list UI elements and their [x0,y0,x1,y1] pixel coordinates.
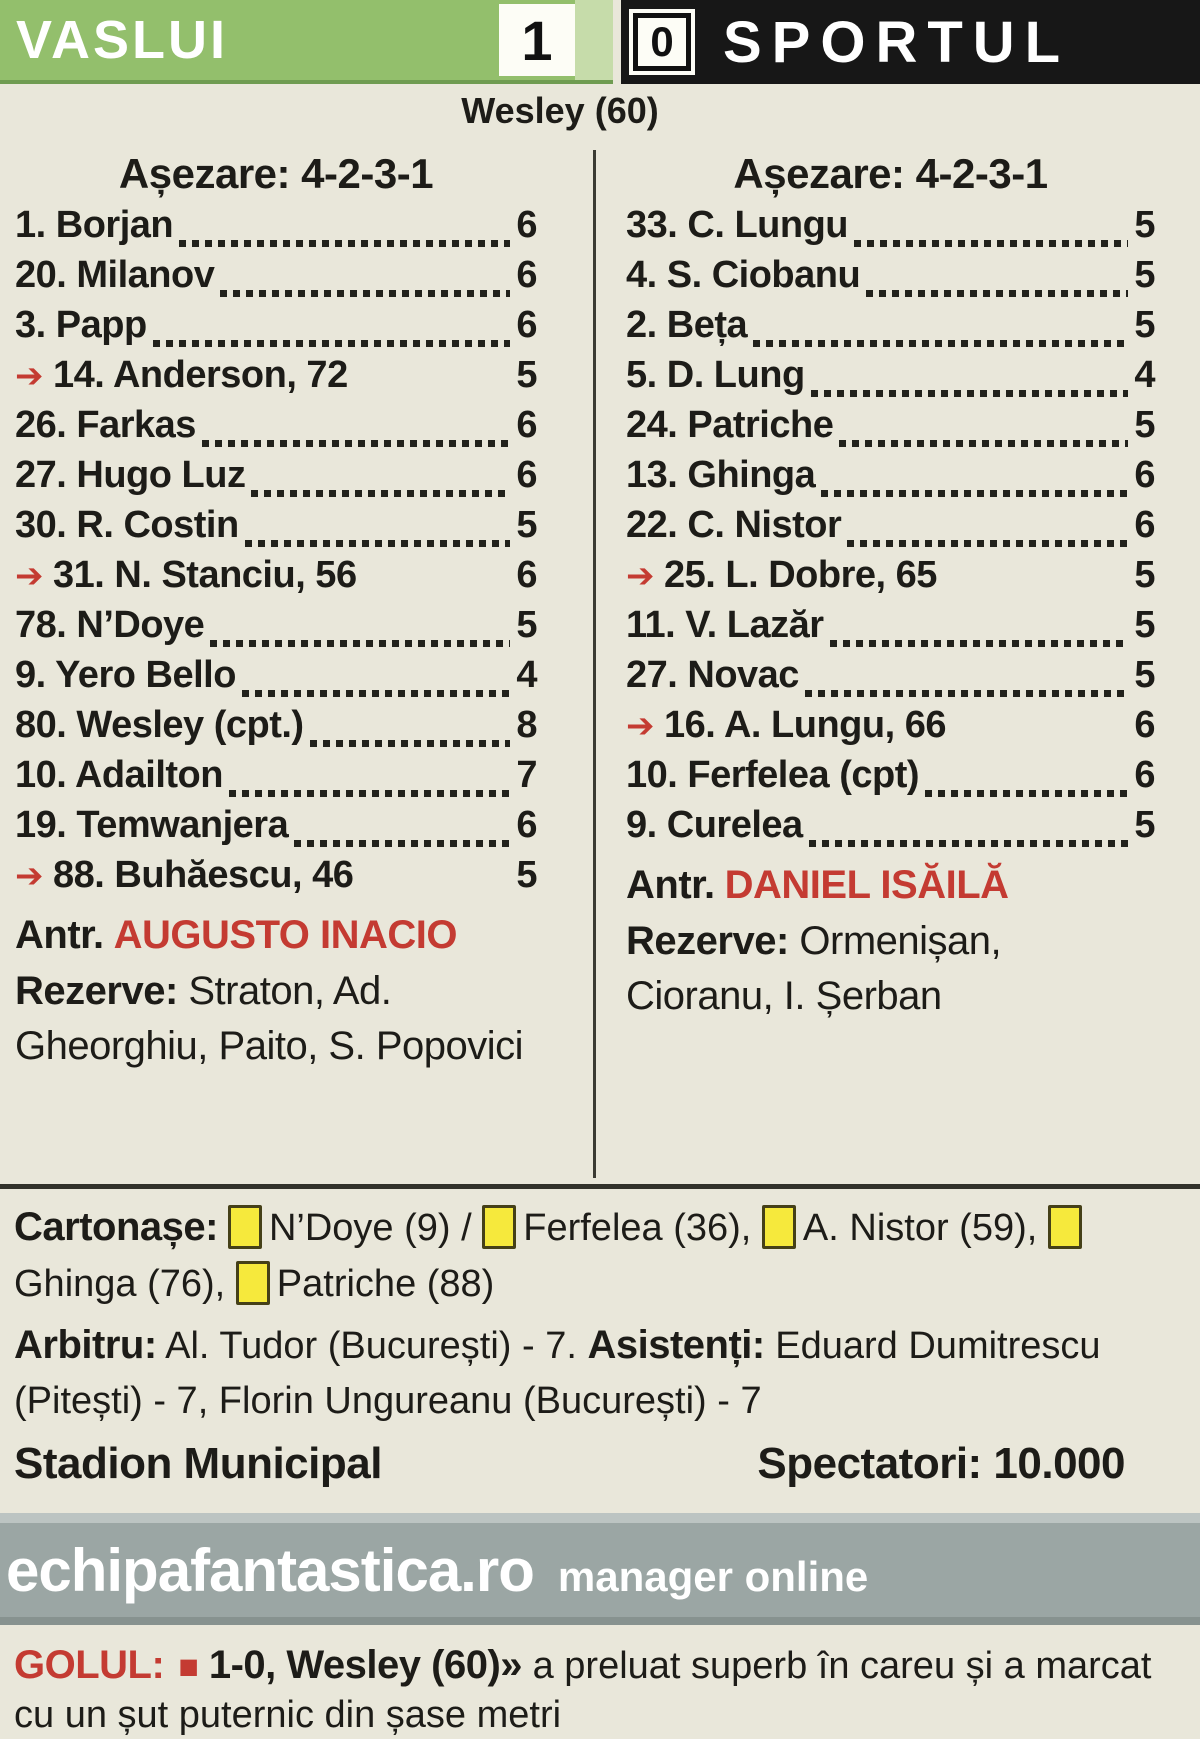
player-name: 3. Papp [15,304,147,346]
player-row [626,204,1155,254]
home-coach-name: AUGUSTO INACIO [113,912,458,957]
dotted-leader [251,490,510,497]
player-row [15,254,537,304]
player-rating: 5 [1134,404,1155,446]
player-name: 10. Adailton [15,754,223,796]
dotted-leader [805,690,1128,697]
card-separator: , [214,1263,236,1305]
venue-row [0,1429,1200,1489]
substitution-arrow-icon: ➔ [626,557,654,595]
player-row [626,554,1155,604]
player-row [626,354,1155,404]
player-rating: 5 [1134,804,1155,846]
yellow-card-icon [482,1205,516,1249]
home-reserves-names: Straton, Ad. Gheorghiu, Paito, S. Popovici [15,969,524,1068]
promo-site-name: echipafantastica.ro [6,1536,534,1604]
scoreboard [0,0,1200,84]
player-rating: 5 [1134,304,1155,346]
carded-player: Ghinga (76) [14,1263,215,1305]
referee-label: Arbitru: [14,1323,157,1367]
dotted-leader [245,540,511,547]
carded-player: A. Nistor (59) [802,1207,1027,1249]
home-reserves [15,964,537,1074]
player-name: 33. C. Lungu [626,204,848,246]
player-rating: 6 [516,204,537,246]
player-row [626,404,1155,454]
player-rating: 6 [516,404,537,446]
player-rating: 6 [516,304,537,346]
player-rating: 5 [1134,554,1155,596]
player-rating: 6 [1134,754,1155,796]
player-name: 24. Patriche [626,404,834,446]
player-rating: 5 [516,354,537,396]
player-row [15,804,537,854]
player-name: 26. Farkas [15,404,196,446]
player-name: 14. Anderson, 72 [53,354,348,396]
goal-description-text: a preluat superb în careu și a marcat cu un șut puternic din șase metri [14,1645,1152,1736]
away-team-name: SPORTUL [723,9,1071,75]
player-row [626,254,1155,304]
player-rating: 6 [516,804,537,846]
card-item [228,1207,482,1249]
player-name: 11. V. Lazăr [626,604,824,646]
player-rating: 6 [516,554,537,596]
dotted-leader [821,490,1128,497]
home-formation: Așezare: 4-2-3-1 [118,150,434,197]
player-rating: 5 [1134,204,1155,246]
player-row [626,454,1155,504]
card-item [482,1207,762,1249]
assistants-label: Asistenți: [587,1323,765,1367]
player-row [15,304,537,354]
home-player-list [15,204,537,904]
assistants-names: Eduard Dumitrescu (Pitești) - 7, Florin Ungureanu (București) - 7 [14,1325,1101,1422]
player-row [626,804,1155,854]
dotted-leader [854,240,1128,247]
substitution-arrow-icon: ➔ [15,557,43,595]
dotted-leader [830,640,1129,647]
away-score-box: 0 [629,9,695,75]
cards-label: Cartonașe: [14,1205,218,1249]
promo-bar [0,1513,1200,1625]
player-rating: 7 [516,754,537,796]
cards-section [0,1189,1200,1312]
yellow-card-icon [1048,1205,1082,1249]
goal-score-text: 1-0, Wesley (60)» [208,1643,523,1687]
yellow-card-icon [228,1205,262,1249]
player-name: 31. N. Stanciu, 56 [53,554,357,596]
carded-player: Patriche (88) [276,1263,495,1305]
column-divider [593,150,596,1178]
player-name: 13. Ghinga [626,454,816,496]
player-rating: 5 [516,604,537,646]
dotted-leader [925,790,1128,797]
green-strip [575,0,613,80]
player-row [15,504,537,554]
dotted-leader [753,340,1128,347]
card-separator: , [1026,1207,1048,1249]
player-name: 4. S. Ciobanu [626,254,861,296]
player-row [15,354,537,404]
player-rating: 4 [516,654,537,696]
lineups [0,138,1200,1178]
dotted-leader [210,640,510,647]
away-reserves-names: Ormenișan, Cioranu, I. Șerban [626,919,1002,1018]
player-row [626,504,1155,554]
promo-tagline: manager online [557,1553,869,1600]
coach-label: Antr. [626,862,715,907]
goal-bullet-icon: ■ [178,1648,199,1686]
player-row [15,754,537,804]
player-name: 16. A. Lungu, 66 [664,704,946,746]
player-rating: 8 [516,704,537,746]
card-separator: / [450,1207,483,1249]
player-name: 22. C. Nistor [626,504,842,546]
player-rating: 6 [1134,504,1155,546]
home-lineup-column [15,150,537,1178]
player-name: 9. Yero Bello [15,654,236,696]
substitution-arrow-icon: ➔ [626,707,654,745]
player-rating: 5 [516,504,537,546]
goal-scorer-line: Wesley (60) [461,90,659,131]
player-row [15,454,537,504]
player-rating: 5 [1134,254,1155,296]
player-name: 88. Buhăescu, 46 [53,854,354,896]
goal-label: GOLUL: [14,1643,165,1687]
player-row [15,854,537,904]
player-name: 30. R. Costin [15,504,239,546]
player-row [15,404,537,454]
player-name: 20. Milanov [15,254,215,296]
away-lineup-column [626,150,1155,1178]
dotted-leader [866,290,1128,297]
player-name: 80. Wesley (cpt.) [15,704,304,746]
dotted-leader [294,840,510,847]
player-row [626,604,1155,654]
spectators-count: Spectatori: 10.000 [757,1439,1125,1488]
player-rating: 6 [1134,704,1155,746]
player-name: 10. Ferfelea (cpt) [626,754,919,796]
player-rating: 5 [1134,604,1155,646]
card-item [236,1263,495,1305]
player-rating: 4 [1134,354,1155,396]
dotted-leader [229,790,510,797]
dotted-leader [220,290,510,297]
reserves-label: Rezerve: [15,969,178,1013]
goal-description [0,1625,1200,1739]
player-name: 2. Beța [626,304,748,346]
card-item [762,1207,1048,1249]
player-name: 27. Novac [626,654,799,696]
yellow-card-icon [762,1205,796,1249]
player-rating: 6 [516,454,537,496]
player-rating: 5 [516,854,537,896]
home-score-box: 1 [499,4,575,76]
player-row [15,204,537,254]
player-row [15,554,537,604]
player-name: 78. N’Doye [15,604,205,646]
home-team-name: VASLUI [16,10,229,70]
player-rating: 6 [516,254,537,296]
player-row [626,654,1155,704]
carded-player: Ferfelea (36) [523,1207,741,1249]
card-separator: , [740,1207,762,1249]
home-team-bar [0,0,613,84]
referee-name: Al. Tudor (București) - 7. [156,1325,588,1367]
away-team-bar [621,0,1200,84]
away-coach-name: DANIEL ISĂILĂ [724,862,1009,907]
player-row [15,704,537,754]
player-row [626,304,1155,354]
player-name: 27. Hugo Luz [15,454,246,496]
player-name: 19. Temwanjera [15,804,289,846]
player-rating: 6 [1134,454,1155,496]
dotted-leader [179,240,510,247]
stadium-name: Stadion Municipal [14,1439,382,1488]
yellow-card-icon [236,1261,270,1305]
carded-player: N’Doye (9) [268,1207,451,1249]
home-coach-line [15,908,537,962]
dotted-leader [153,340,511,347]
dotted-leader [809,840,1129,847]
away-reserves [626,914,1155,1024]
dotted-leader [847,540,1128,547]
dotted-leader [811,390,1129,397]
player-row [626,754,1155,804]
dotted-leader [310,740,511,747]
away-formation: Așezare: 4-2-3-1 [733,150,1048,197]
bar-gap [613,0,621,84]
reserves-label: Rezerve: [626,919,789,963]
dotted-leader [839,440,1128,447]
player-name: 25. L. Dobre, 65 [664,554,937,596]
player-name: 5. D. Lung [626,354,805,396]
player-row [15,654,537,704]
substitution-arrow-icon: ➔ [15,857,43,895]
substitution-arrow-icon: ➔ [15,357,43,395]
coach-label: Antr. [15,912,104,957]
player-name: 9. Curelea [626,804,803,846]
player-row [15,604,537,654]
player-name: 1. Borjan [15,204,174,246]
away-coach-line [626,858,1155,912]
dotted-leader [242,690,510,697]
away-player-list [626,204,1155,854]
officials-section [0,1312,1200,1429]
player-row [626,704,1155,754]
player-rating: 5 [1134,654,1155,696]
dotted-leader [202,440,510,447]
